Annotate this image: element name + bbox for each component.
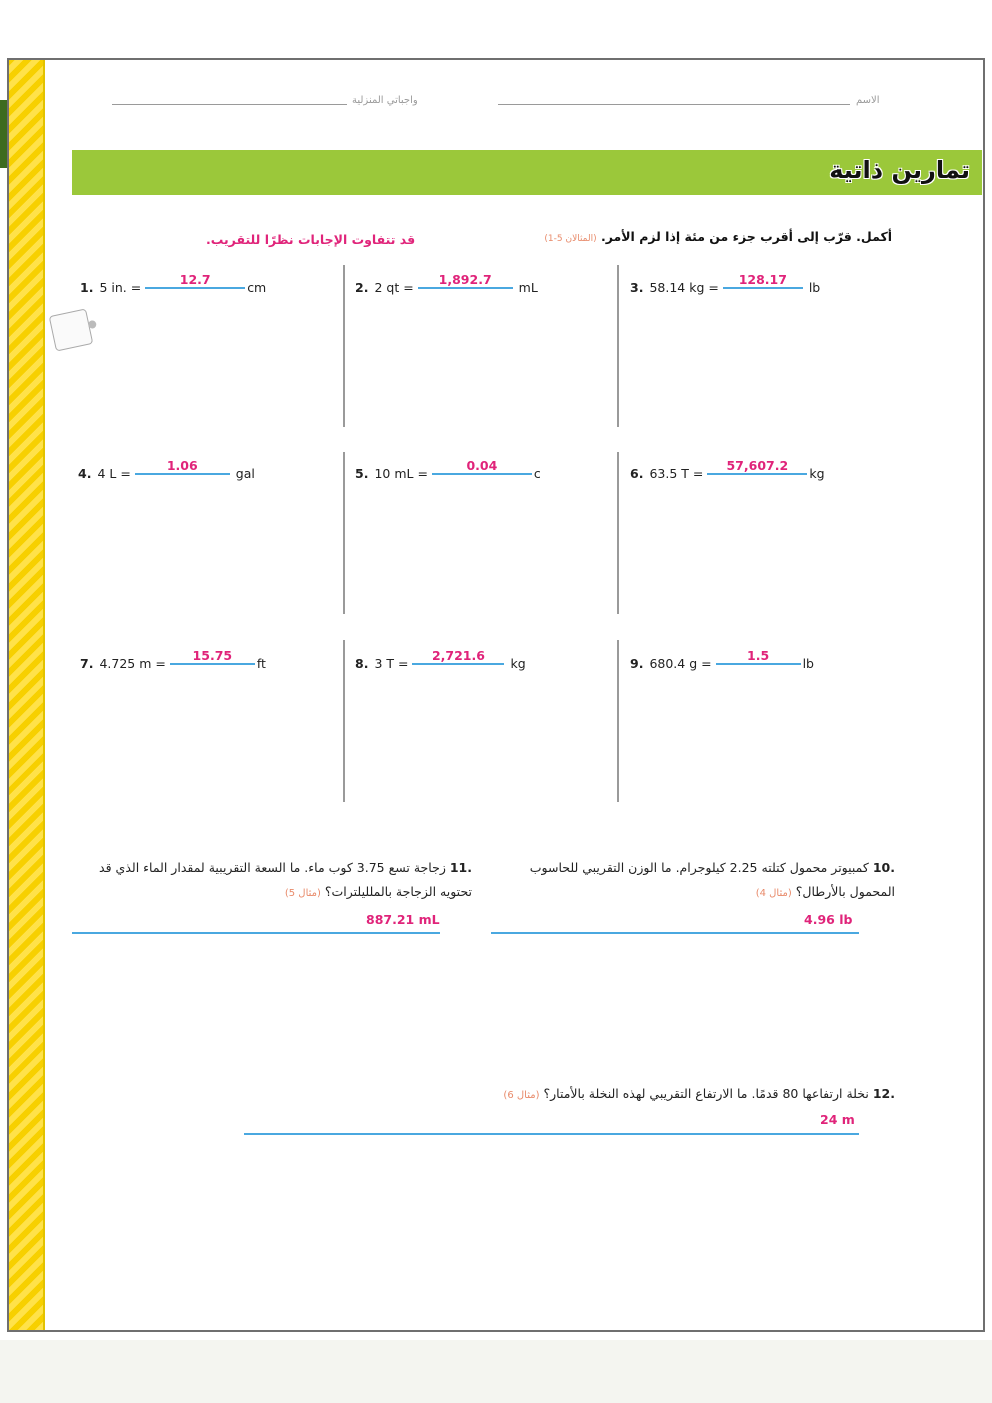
divider xyxy=(343,452,345,614)
title-bar xyxy=(72,150,982,195)
problem-expression: 3 T = xyxy=(374,656,409,671)
answer-line[interactable] xyxy=(244,1133,859,1135)
unit: gal xyxy=(235,466,255,481)
word-problem-12 xyxy=(360,1082,895,1108)
answer: 12.7 xyxy=(179,272,211,287)
unit: kg xyxy=(809,466,825,481)
answer: 0.04 xyxy=(466,458,498,473)
problem-expression: 2 qt = xyxy=(374,280,414,295)
problem-1 xyxy=(80,272,267,297)
question-lesson: (مثال 6) xyxy=(503,1090,540,1101)
question-number: .10 xyxy=(872,860,895,875)
problem-9 xyxy=(630,648,814,673)
problem-expression: 10 mL = xyxy=(374,466,428,481)
answer: 24 m xyxy=(820,1112,855,1127)
problem-2 xyxy=(355,272,538,297)
divider xyxy=(617,452,619,614)
problem-3 xyxy=(630,272,821,297)
unit: lb xyxy=(808,280,821,295)
unit: cm xyxy=(247,280,267,295)
answer-line[interactable] xyxy=(491,932,859,934)
problem-number: 1. xyxy=(80,280,94,295)
divider xyxy=(343,640,345,802)
answer: 1.06 xyxy=(166,458,198,473)
problem-number: 9. xyxy=(630,656,644,671)
problem-5 xyxy=(355,458,541,483)
page-top-margin xyxy=(0,0,992,58)
problem-number: 3. xyxy=(630,280,644,295)
answer: 15.75 xyxy=(192,648,233,663)
question-number: .12 xyxy=(872,1086,895,1101)
instructions-lesson: (المثالان 5-1) xyxy=(544,234,597,244)
answer-blank[interactable] xyxy=(723,272,803,289)
name-label: الاسم xyxy=(856,95,880,106)
answer-blank[interactable] xyxy=(170,648,255,665)
instructions-note: قد تتفاوت الإجابات نظرًا للتقريب. xyxy=(206,232,416,247)
divider xyxy=(617,640,619,802)
problem-4 xyxy=(78,458,255,483)
question-text: نخلة ارتفاعها 80 قدمًا. ما الارتفاع التقريبي لهذه النخلة بالأمتار؟ xyxy=(543,1086,869,1101)
problem-number: 8. xyxy=(355,656,369,671)
name-line xyxy=(498,104,850,105)
example-icon xyxy=(49,308,94,351)
question-lesson: (مثال 4) xyxy=(755,888,792,899)
yellow-side-band xyxy=(9,60,45,1330)
problem-expression: 63.5 T = xyxy=(649,466,704,481)
problem-7 xyxy=(80,648,266,673)
answer-blank[interactable] xyxy=(716,648,801,665)
answer-blank[interactable] xyxy=(432,458,532,475)
problem-expression: 58.14 kg = xyxy=(649,280,719,295)
unit: kg xyxy=(510,656,526,671)
answer: 128.17 xyxy=(738,272,787,287)
problem-expression: 4 L = xyxy=(97,466,131,481)
unit: ft xyxy=(256,656,266,671)
unit: lb xyxy=(802,656,814,671)
problem-number: 5. xyxy=(355,466,369,481)
problem-expression: 680.4 g = xyxy=(649,656,712,671)
unit: c xyxy=(533,466,541,481)
answer-blank[interactable] xyxy=(145,272,245,289)
divider xyxy=(343,265,345,427)
answer: 4.96 lb xyxy=(804,912,853,927)
page-bottom-margin xyxy=(0,1340,992,1403)
word-problem-11 xyxy=(74,856,472,906)
question-number: .11 xyxy=(449,860,472,875)
problem-number: 6. xyxy=(630,466,644,481)
problem-number: 4. xyxy=(78,466,92,481)
answer-blank[interactable] xyxy=(412,648,504,665)
problem-number: 7. xyxy=(80,656,94,671)
problem-expression: 5 in. = xyxy=(99,280,142,295)
divider xyxy=(617,265,619,427)
answer-blank[interactable] xyxy=(135,458,230,475)
answer: 57,607.2 xyxy=(726,458,789,473)
problem-6 xyxy=(630,458,825,483)
question-text: كمبيوتر محمول كتلته 2.25 كيلوجرام. ما الوزن التقريبي للحاسوب المحمول بالأرطال؟ xyxy=(529,860,895,899)
answer: 2,721.6 xyxy=(431,648,485,663)
homework-line xyxy=(112,104,347,105)
question-lesson: (مثال 5) xyxy=(284,888,321,899)
unit: mL xyxy=(518,280,538,295)
answer: 887.21 mL xyxy=(366,912,440,927)
homework-label: واجباتي المنزلية xyxy=(352,95,418,106)
question-text: زجاجة تسع 3.75 كوب ماء. ما السعة التقريبية لمقدار الماء الذي قد تحتويه الزجاجة بالملليلترات؟ xyxy=(99,860,472,899)
problem-8 xyxy=(355,648,526,673)
answer-blank[interactable] xyxy=(418,272,513,289)
problem-number: 2. xyxy=(355,280,369,295)
problem-expression: 4.725 m = xyxy=(99,656,166,671)
worksheet-page xyxy=(7,58,985,1332)
answer: 1.5 xyxy=(747,648,770,663)
answer-blank[interactable] xyxy=(707,458,807,475)
instructions-main: أكمل. قرّب إلى أقرب جزء من مئة إذا لزم الأمر. xyxy=(600,229,892,244)
answer-line[interactable] xyxy=(72,932,440,934)
answer: 1,892.7 xyxy=(438,272,492,287)
instructions xyxy=(544,229,892,244)
word-problem-10 xyxy=(495,856,895,906)
page-title: تمارين ذاتية xyxy=(829,156,970,184)
